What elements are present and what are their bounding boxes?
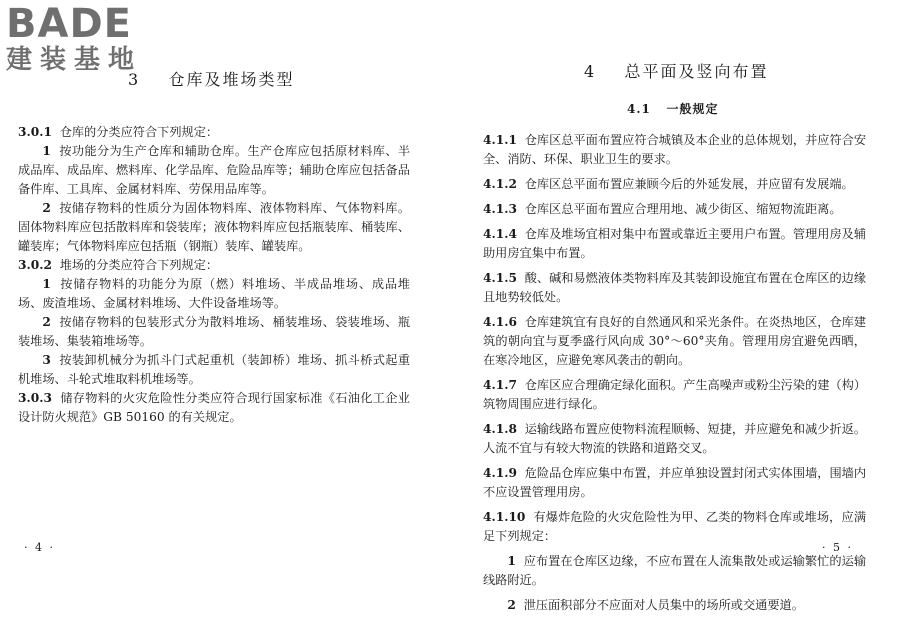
clause-3-0-3 xyxy=(18,389,410,427)
clause-text: 有爆炸危险的火灾危险性为甲、乙类的物料仓库或堆场，应满足下列规定： xyxy=(483,510,867,543)
item-number: 3 xyxy=(42,353,51,367)
section-number: 4.1 xyxy=(627,102,651,116)
clause-number: 3.0.2 xyxy=(18,258,52,272)
clause-4-1-5 xyxy=(483,269,866,307)
clause-4-1-10-item-2 xyxy=(483,596,866,615)
clause-number: 4.1.1 xyxy=(483,133,517,147)
item-number: 2 xyxy=(42,201,51,215)
clause-text: 仓库区应合理确定绿化面积。产生高噪声或粉尘污染的建（构）筑物周围应进行绿化。 xyxy=(483,378,867,411)
bade-logo xyxy=(6,1,143,75)
page-number-left: · 4 · xyxy=(24,541,55,554)
clause-text: 危险品仓库应集中布置，并应单独设置封闭式实体围墙，围墙内不应设置管理用房。 xyxy=(483,466,867,499)
clause-4-1-1 xyxy=(483,131,866,169)
clause-number: 4.1.7 xyxy=(483,378,517,392)
clause-text: 仓库建筑宜有良好的自然通风和采光条件。在炎热地区，仓库建筑的朝向宜与夏季盛行风向成 30°～60°夹角。管理用房宜避免西晒，在寒冷地区，应避免寒风袭击的朝向。 xyxy=(483,315,867,367)
section-4-1-title xyxy=(627,100,718,117)
item-text: 按储存物料的性质分为固体物料库、液体物料库、气体物料库。固体物料库应包括散料库和袋装库；液体物料库应包括瓶装库、桶装库、罐装库；气体物料库应包括瓶（钢瓶）装库、罐装库。 xyxy=(18,201,411,253)
left-page-body xyxy=(18,123,410,427)
item-text: 按功能分为生产仓库和辅助仓库。生产仓库应包括原材料库、半成品库、成品库、燃料库、化学品库、危险品库等；辅助仓库应包括备品备件库、工具库、金属材料库、劳保用品库等。 xyxy=(18,144,411,196)
right-page-body xyxy=(483,131,866,621)
clause-number: 3.0.1 xyxy=(18,125,52,139)
clause-number: 4.1.10 xyxy=(483,510,526,524)
chapter-number: 4 xyxy=(584,62,597,81)
clause-text: 酸、碱和易燃液体类物料库及其装卸设施宜布置在仓库区的边缘且地势较低处。 xyxy=(483,271,867,304)
item-text: 按储存物料的功能分为原（燃）料堆场、半成品堆场、成品堆场、废渣堆场、金属材料堆场、大件设备堆场等。 xyxy=(18,277,410,310)
item-text: 按装卸机械分为抓斗门式起重机（装卸桥）堆场、抓斗桥式起重机堆场、斗轮式堆取料机堆场等。 xyxy=(18,353,411,386)
clause-text: 仓库区总平面布置应符合城镇及本企业的总体规划，并应符合安全、消防、环保、职业卫生的要求。 xyxy=(483,133,867,166)
clause-number: 4.1.5 xyxy=(483,271,517,285)
clause-4-1-4 xyxy=(483,225,866,263)
clause-text: 运输线路布置应使物料流程顺畅、短捷，并应避免和减少折返。人流不宜与有较大物流的铁路和道路交叉。 xyxy=(483,422,867,455)
clause-4-1-6 xyxy=(483,313,866,370)
item-text: 按储存物料的包装形式分为散料堆场、桶装堆场、袋装堆场、瓶装堆场、集装箱堆场等。 xyxy=(18,315,411,348)
item-number: 1 xyxy=(42,277,51,291)
item-text: 泄压面积部分不应面对人员集中的场所或交通要道。 xyxy=(523,598,804,612)
clause-number: 4.1.6 xyxy=(483,315,517,329)
clause-4-1-10 xyxy=(483,508,866,546)
clause-number: 4.1.3 xyxy=(483,202,517,216)
item-number: 2 xyxy=(42,315,51,329)
chapter-3-title xyxy=(128,67,295,90)
item-number: 1 xyxy=(507,554,516,568)
clause-3-0-2-item-3 xyxy=(18,351,410,389)
clause-number: 3.0.3 xyxy=(18,391,52,405)
clause-4-1-3 xyxy=(483,200,866,219)
clause-3-0-1 xyxy=(18,123,410,142)
chapter-4-title xyxy=(584,59,769,82)
item-number: 1 xyxy=(42,144,51,158)
clause-3-0-2-item-1 xyxy=(18,275,410,313)
item-number: 2 xyxy=(507,598,516,612)
page-number-right: · 5 · xyxy=(822,541,853,554)
logo-text-cn: 建装基地 xyxy=(6,45,143,75)
clause-3-0-2 xyxy=(18,256,410,275)
section-title-text: 一般规定 xyxy=(666,102,719,116)
clause-number: 4.1.4 xyxy=(483,227,517,241)
clause-4-1-9 xyxy=(483,464,866,502)
clause-text: 仓库及堆场宜相对集中布置或靠近主要用户布置。管理用房及辅助用房宜集中布置。 xyxy=(483,227,867,260)
clause-4-1-7 xyxy=(483,376,866,414)
clause-number: 4.1.9 xyxy=(483,466,517,480)
clause-text: 堆场的分类应符合下列规定： xyxy=(59,258,219,272)
clause-text: 仓库的分类应符合下列规定： xyxy=(59,125,219,139)
clause-text: 储存物料的火灾危险性分类应符合现行国家标准《石油化工企业设计防火规范》GB 50160 的有关规定。 xyxy=(18,391,410,424)
clause-3-0-1-item-1 xyxy=(18,142,410,199)
chapter-title-text: 总平面及竖向布置 xyxy=(624,62,769,81)
logo-text-en: BADE xyxy=(6,1,132,47)
clause-number: 4.1.2 xyxy=(483,177,517,191)
item-text: 应布置在仓库区边缘，不应布置在人流集散处或运输繁忙的运输线路附近。 xyxy=(483,554,867,587)
chapter-number: 3 xyxy=(128,70,141,89)
clause-4-1-10-item-1 xyxy=(483,552,866,590)
clause-4-1-8 xyxy=(483,420,866,458)
clause-text: 仓库区总平面布置应合理用地、减少街区、缩短物流距离。 xyxy=(524,202,842,216)
clause-3-0-2-item-2 xyxy=(18,313,410,351)
clause-text: 仓库区总平面布置应兼顾今后的外延发展，并应留有发展端。 xyxy=(524,177,854,191)
clause-4-1-2 xyxy=(483,175,866,194)
clause-number: 4.1.8 xyxy=(483,422,517,436)
clause-3-0-1-item-2 xyxy=(18,199,410,256)
chapter-title-text: 仓库及堆场类型 xyxy=(168,70,295,89)
